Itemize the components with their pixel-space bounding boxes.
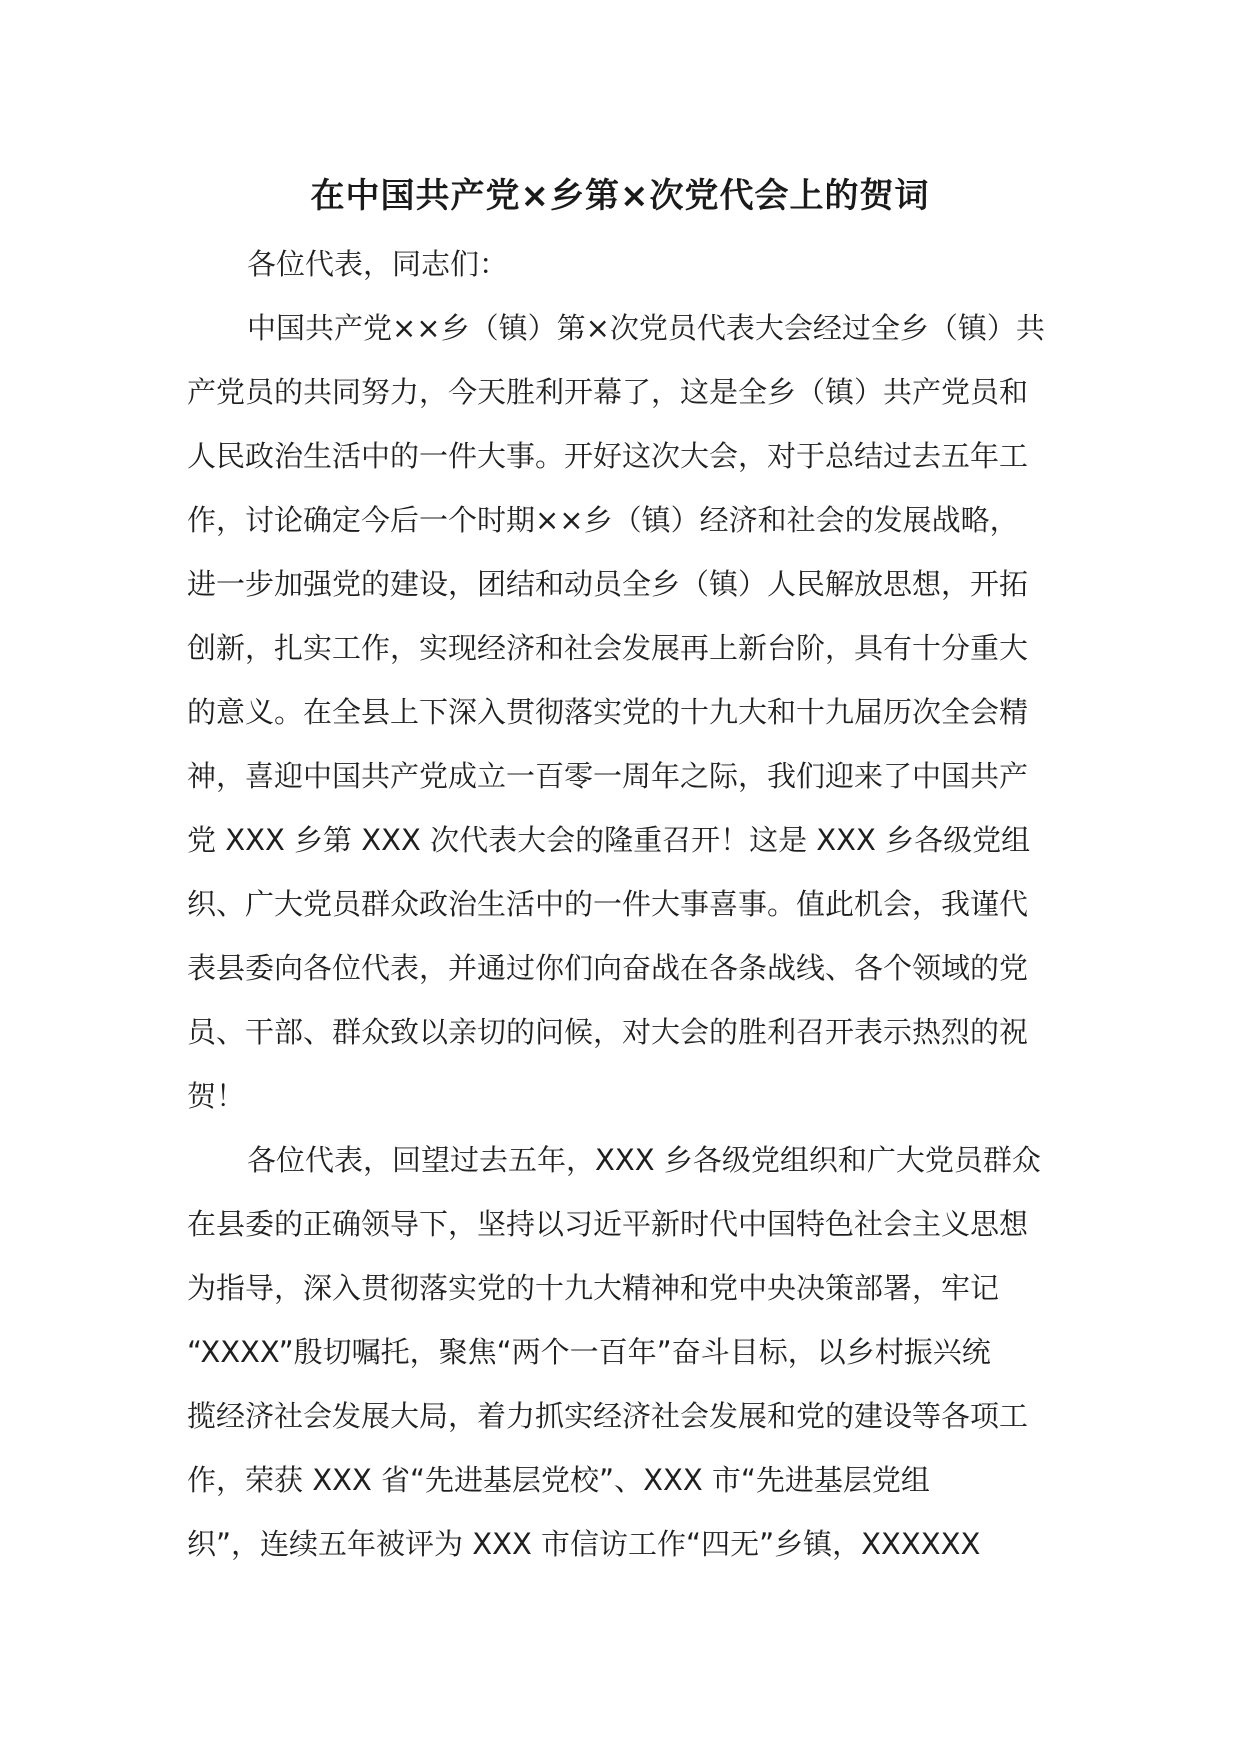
paragraph-line: 为指导，深入贯彻落实党的十九大精神和党中央决策部署，牢记 [187, 1271, 1000, 1305]
paragraph-line: 中国共产党××乡（镇）第×次党员代表大会经过全乡（镇）共 [247, 311, 1045, 345]
paragraph-line: 人民政治生活中的一件大事。开好这次大会，对于总结过去五年工 [187, 439, 1029, 473]
paragraph-line: 织、广大党员群众政治生活中的一件大事喜事。值此机会，我谨代 [187, 887, 1029, 921]
paragraph-line: 进一步加强党的建设，团结和动员全乡（镇）人民解放思想，开拓 [187, 567, 1029, 601]
paragraph-line: 在县委的正确领导下，坚持以习近平新时代中国特色社会主义思想 [187, 1207, 1029, 1241]
document-title: 在中国共产党×乡第×次党代会上的贺词 [310, 176, 930, 216]
paragraph-line: 贺！ [187, 1079, 246, 1113]
paragraph-line: 揽经济社会发展大局，着力抓实经济社会发展和党的建设等各项工 [187, 1399, 1029, 1433]
paragraph-line: 党 XXX 乡第 XXX 次代表大会的隆重召开！这是 XXX 乡各级党组 [187, 823, 1031, 857]
paragraph-line: 创新，扎实工作，实现经济和社会发展再上新台阶，具有十分重大 [187, 631, 1029, 665]
paragraph-line: 各位代表，回望过去五年，XXX 乡各级党组织和广大党员群众 [247, 1143, 1041, 1177]
paragraph-line: 员、干部、群众致以亲切的问候，对大会的胜利召开表示热烈的祝 [187, 1015, 1029, 1049]
salutation: 各位代表，同志们： [247, 247, 509, 281]
paragraph-line: 的意义。在全县上下深入贯彻落实党的十九大和十九届历次全会精 [187, 695, 1029, 729]
paragraph-line: 作，荣获 XXX 省“先进基层党校”、XXX 市“先进基层党组 [187, 1463, 930, 1497]
paragraph-line: “XXXX”殷切嘱托，聚焦“两个一百年”奋斗目标，以乡村振兴统 [187, 1335, 991, 1369]
paragraph-line: 神，喜迎中国共产党成立一百零一周年之际，我们迎来了中国共产 [187, 759, 1029, 793]
paragraph-line: 织”，连续五年被评为 XXX 市信访工作“四无”乡镇，XXXXXX [187, 1527, 981, 1561]
paragraph-line: 表县委向各位代表，并通过你们向奋战在各条战线、各个领域的党 [187, 951, 1029, 985]
paragraph-line: 产党员的共同努力，今天胜利开幕了，这是全乡（镇）共产党员和 [187, 375, 1029, 409]
paragraph-line: 作，讨论确定今后一个时期××乡（镇）经济和社会的发展战略， [187, 503, 1019, 537]
